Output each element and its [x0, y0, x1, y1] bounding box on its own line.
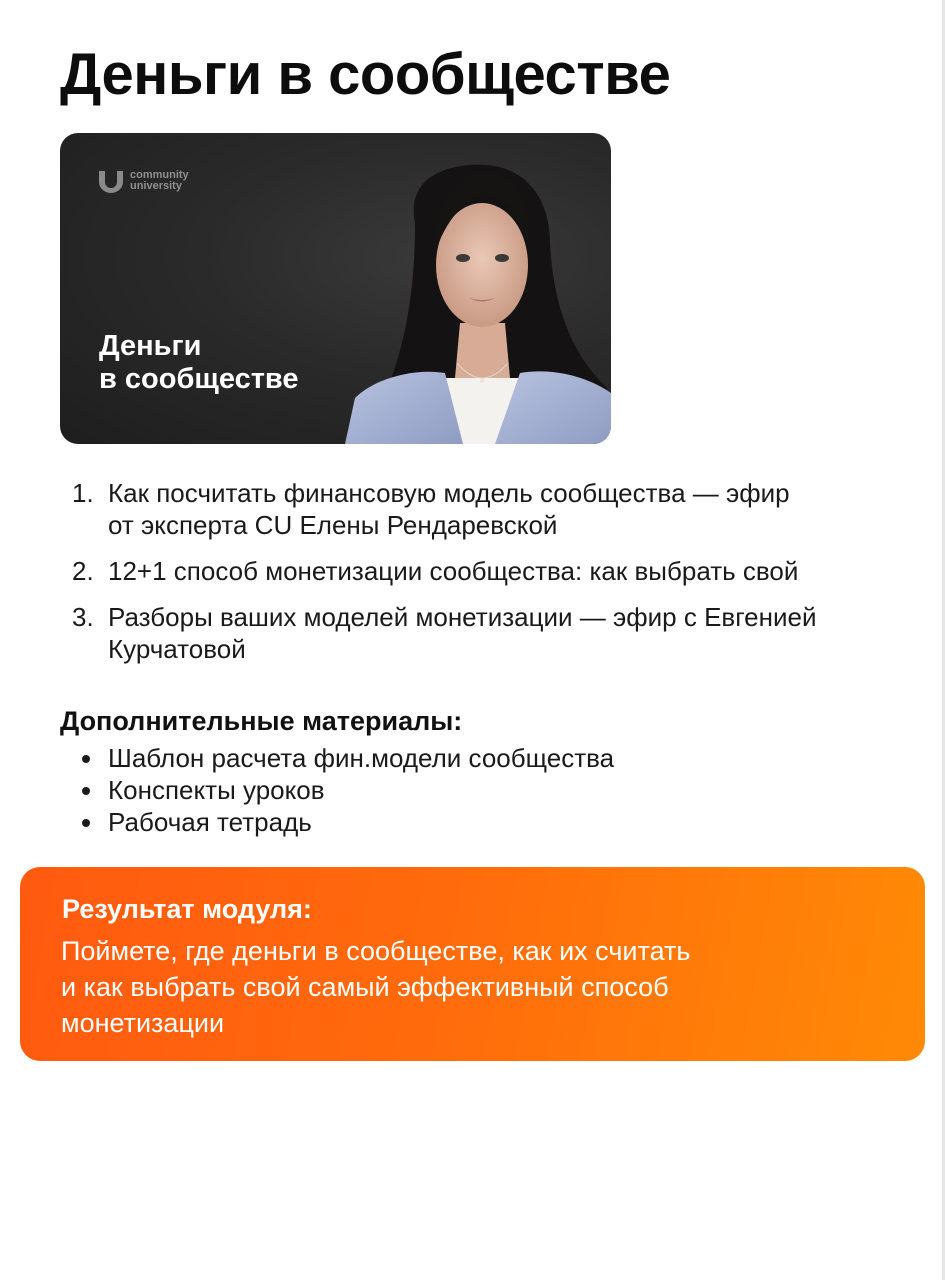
bullet-dot-icon — [82, 819, 90, 827]
agenda-item — [72, 601, 912, 665]
speaker-portrait — [345, 153, 611, 444]
module-result-card — [20, 867, 925, 1061]
logo-line-2: university — [130, 180, 182, 192]
list-item — [82, 742, 614, 774]
result-heading: Результат модуля: — [62, 894, 312, 924]
agenda-item-line: 12+1 способ монетизации сообщества: как выбрать свой — [108, 556, 799, 586]
bullet-dot-icon — [82, 787, 90, 795]
result-line: и как выбрать свой самый эффективный способ — [61, 972, 669, 1002]
result-line: монетизации — [61, 1008, 225, 1038]
agenda-item-line: от эксперта CU Елены Рендаревской — [108, 510, 558, 540]
cover-title-line-2: в сообществе — [99, 363, 299, 395]
agenda-item-text — [108, 477, 912, 541]
agenda-item-number: 2. — [72, 556, 94, 586]
agenda-item — [72, 477, 912, 541]
agenda-item-text — [108, 601, 912, 665]
module-cover-image — [60, 133, 611, 444]
extras-heading: Дополнительные материалы: — [60, 706, 463, 736]
result-line: Поймете, где деньги в сообществе, как их считать — [61, 936, 691, 966]
extras-list — [82, 742, 614, 838]
list-item — [82, 806, 614, 838]
agenda-item-text — [108, 555, 912, 587]
agenda-item-number: 1. — [72, 478, 94, 508]
agenda-item-line: Курчатовой — [108, 634, 246, 664]
logo-wordmark — [130, 170, 189, 192]
community-university-logo-icon — [98, 169, 124, 193]
list-item-text: Рабочая тетрадь — [108, 807, 312, 837]
result-description — [61, 933, 690, 1041]
agenda-item-number: 3. — [72, 602, 94, 632]
bullet-dot-icon — [82, 755, 90, 763]
list-item-text: Шаблон расчета фин.модели сообщества — [108, 743, 615, 773]
agenda-item-line: Как посчитать финансовую модель сообщества — эфир — [108, 478, 790, 508]
agenda-item — [72, 555, 912, 587]
list-item — [82, 774, 614, 806]
cover-title-line-1: Деньги — [99, 330, 202, 362]
agenda-item-line: Разборы ваших моделей монетизации — эфир с Евгенией — [108, 602, 817, 632]
logo-line-1: community — [130, 169, 189, 181]
cover-title — [99, 330, 298, 396]
module-agenda-list — [72, 477, 912, 679]
page-title: Деньги в сообществе — [60, 42, 671, 107]
list-item-text: Конспекты уроков — [108, 775, 325, 805]
brand-logo — [98, 169, 189, 193]
